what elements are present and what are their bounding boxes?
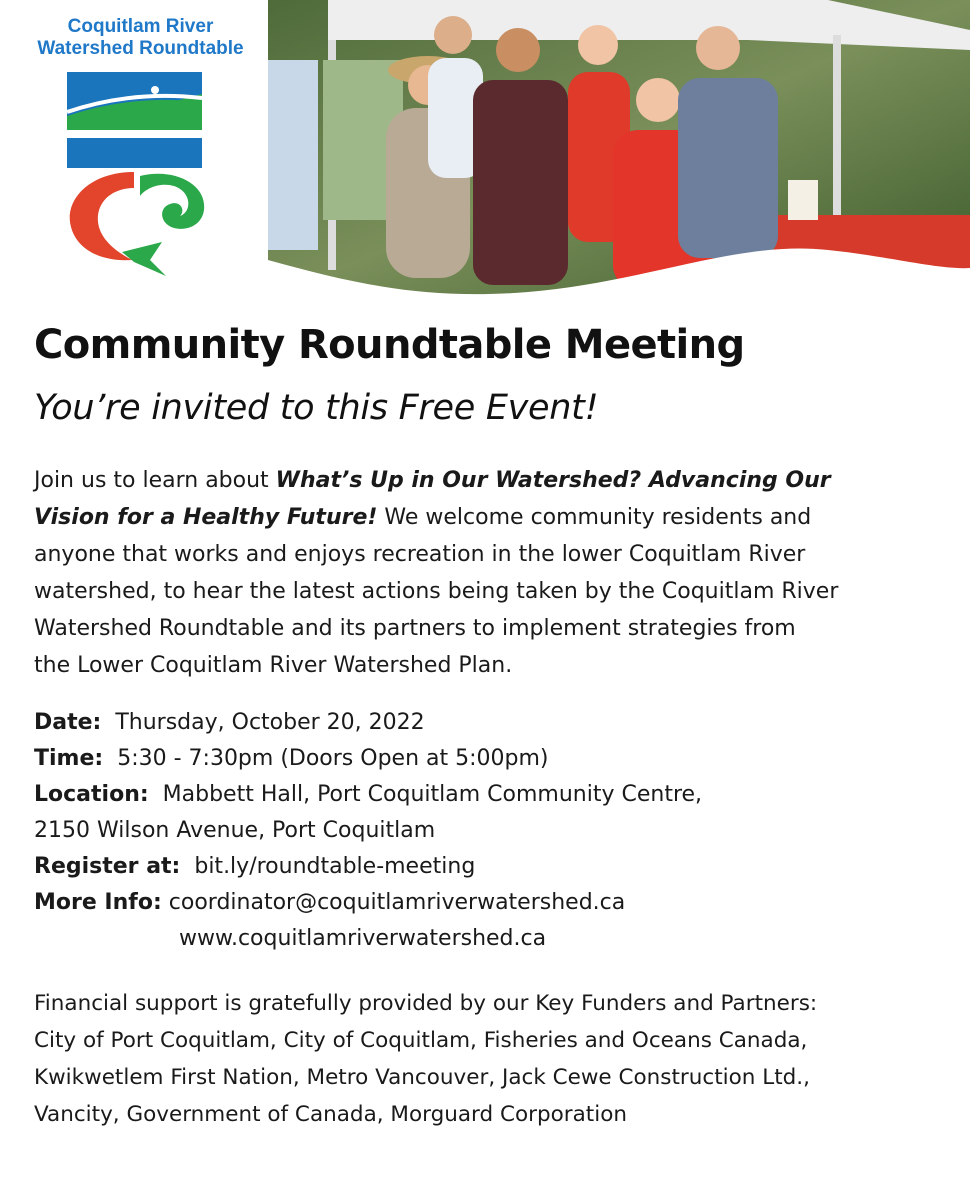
info-email[interactable]: coordinator@coquitlamriverwatershed.ca bbox=[168, 890, 626, 915]
funders-line: Kwikwetlem First Nation, Metro Vancouver, Jack Cewe Construction Ltd., bbox=[34, 1065, 810, 1090]
info-website[interactable]: www.coquitlamriverwatershed.ca bbox=[179, 926, 547, 951]
intro-paragraph bbox=[34, 462, 944, 684]
intro-line: watershed, to hear the latest actions being taken by the Coquitlam River bbox=[34, 579, 839, 604]
event-details bbox=[34, 705, 944, 957]
intro-prefix: Join us to learn about bbox=[34, 468, 276, 493]
time-row bbox=[34, 741, 944, 777]
intro-text: We welcome community residents and bbox=[377, 505, 812, 530]
group-photo bbox=[268, 0, 970, 300]
intro-line: Watershed Roundtable and its partners to implement strategies from bbox=[34, 616, 796, 641]
register-row bbox=[34, 849, 944, 885]
intro-line: anyone that works and enjoys recreation in the lower Coquitlam River bbox=[34, 542, 806, 567]
header bbox=[0, 0, 970, 300]
location-row bbox=[34, 777, 944, 813]
date-label: Date: bbox=[34, 710, 102, 735]
funders-paragraph bbox=[34, 985, 954, 1133]
funders-line: Vancity, Government of Canada, Morguard Corporation bbox=[34, 1102, 627, 1127]
location-value: Mabbett Hall, Port Coquitlam Community Centre, bbox=[162, 782, 703, 807]
event-theme: What’s Up in Our Watershed? Advancing Our bbox=[275, 468, 831, 493]
org-name bbox=[18, 16, 263, 60]
location-label: Location: bbox=[34, 782, 149, 807]
funders-line: Financial support is gratefully provided by our Key Funders and Partners: bbox=[34, 991, 818, 1016]
register-label: Register at: bbox=[34, 854, 181, 879]
register-link[interactable]: bit.ly/roundtable-meeting bbox=[194, 854, 476, 879]
page-title: Community Roundtable Meeting bbox=[34, 322, 745, 368]
event-theme-cont: Vision for a Healthy Future! bbox=[34, 505, 378, 530]
time-label: Time: bbox=[34, 746, 104, 771]
intro-line bbox=[34, 462, 944, 499]
date-row bbox=[34, 705, 944, 741]
location-address: 2150 Wilson Avenue, Port Coquitlam bbox=[34, 818, 436, 843]
intro-line: the Lower Coquitlam River Watershed Plan. bbox=[34, 653, 513, 678]
salmon-river-logo-icon bbox=[62, 72, 212, 277]
info-label: More Info: bbox=[34, 890, 162, 915]
funders-line: City of Port Coquitlam, City of Coquitlam, Fisheries and Oceans Canada, bbox=[34, 1028, 808, 1053]
page-subtitle: You’re invited to this Free Event! bbox=[34, 388, 599, 428]
intro-line bbox=[34, 499, 944, 536]
org-name-line1: Coquitlam River bbox=[67, 16, 214, 37]
time-value: 5:30 - 7:30pm (Doors Open at 5:00pm) bbox=[117, 746, 549, 771]
org-name-line2: Watershed Roundtable bbox=[37, 38, 244, 59]
date-value: Thursday, October 20, 2022 bbox=[115, 710, 425, 735]
info-row bbox=[34, 885, 944, 921]
